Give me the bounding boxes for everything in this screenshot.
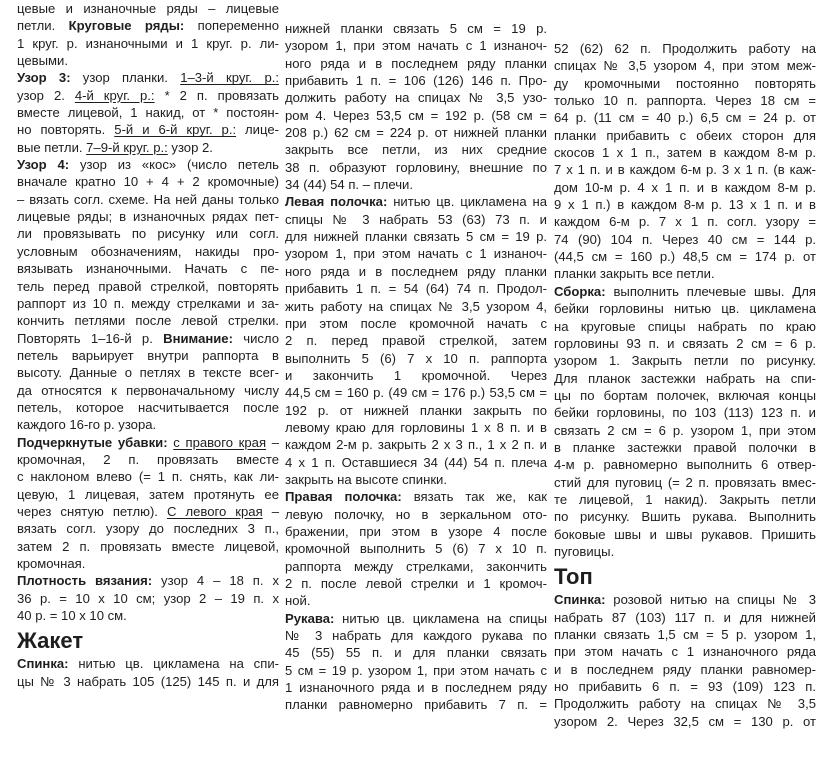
- paragraph: [17, 572, 279, 624]
- text-line: [285, 367, 547, 384]
- text-line: [17, 434, 279, 451]
- text-line: [285, 488, 547, 505]
- text-line: [17, 468, 279, 485]
- text-line: [17, 590, 279, 607]
- text-run: 2 п. перед правой стрелкой, затем: [285, 333, 547, 349]
- text-run: в планке застежки правой полочки в: [554, 439, 816, 455]
- text-line: [285, 402, 547, 419]
- text-run: жить работу на спицах № 3,5 узором 4,: [285, 298, 547, 314]
- underlined-term: 1–3-й круг. р.:: [180, 70, 279, 86]
- text-line: [17, 451, 279, 468]
- text-line: [554, 422, 816, 439]
- text-run: цевыми.: [17, 53, 68, 69]
- text-run: должить работу на спицах № 3,5 узо-: [285, 90, 547, 106]
- bold-term: Сборка:: [554, 283, 606, 299]
- text-run: число: [232, 330, 279, 346]
- text-run: раппорт из 10 п. между стрелками и за-: [17, 295, 279, 311]
- text-run: 208 р.) 62 см = 224 р. от нижней планки: [285, 125, 547, 141]
- text-run: цевую, 1 лицевая, затем протянуть ее: [17, 486, 279, 502]
- text-line: [285, 523, 547, 540]
- text-run: вязывать изнаночными. Начать с пе-: [17, 261, 279, 277]
- text-line: [554, 508, 816, 525]
- text-line: [554, 678, 816, 695]
- text-run: 36 р. = 10 х 10 см; узор 2 – 19 п. х: [17, 590, 279, 606]
- text-run: петель, которое насчитывается после: [17, 399, 279, 415]
- text-line: [17, 364, 279, 381]
- text-run: скосов 1 х 1 п., затем в каждом 8-м р.: [554, 145, 816, 161]
- text-line: [285, 558, 547, 575]
- text-line: [17, 295, 279, 312]
- text-line: [285, 211, 547, 228]
- text-line: [285, 20, 547, 37]
- text-line: [554, 144, 816, 161]
- text-run: но прибавить 6 п. = 93 (109) 123 п.: [554, 679, 816, 695]
- text-run: –: [266, 434, 280, 450]
- text-line: [285, 315, 547, 332]
- text-line: [17, 655, 279, 672]
- text-run: через снятую петлю).: [17, 503, 167, 519]
- text-line: [285, 644, 547, 661]
- text-run: узором 1, при этом начать с 1 изнаноч-: [285, 38, 547, 54]
- text-run: по рисунку. Вшить рукава. Выполнить: [554, 509, 816, 525]
- text-column-2: [285, 20, 547, 714]
- text-line: [554, 231, 816, 248]
- text-run: цевые и изнаночные ряды – лицевые: [17, 1, 279, 16]
- text-line: [17, 673, 279, 690]
- text-line: [554, 387, 816, 404]
- text-line: [285, 662, 547, 679]
- text-line: [554, 695, 816, 712]
- text-run: 38 п. образуют горловину, внешние по: [285, 159, 547, 175]
- text-line: [285, 471, 547, 488]
- text-run: 4 х 1 п. Оставшиеся 34 (44) 54 п. плеча: [285, 454, 547, 470]
- text-line: [554, 57, 816, 74]
- text-line: [285, 141, 547, 158]
- text-run: бражении, при этом в узоре 4 после: [285, 523, 547, 539]
- text-run: 9 х 1 п.) в каждом 8-м р. 13 х 1 п. и в: [554, 197, 816, 213]
- text-run: узором 1. Закрыть петли по рисунку.: [554, 353, 816, 369]
- text-run: нитью цв. цикламена на спи-: [68, 656, 279, 672]
- text-line: [285, 332, 547, 349]
- text-run: каждого 16-го р. узора.: [17, 417, 157, 433]
- underlined-term: 4-й круг. р.:: [74, 87, 155, 103]
- text-line: [285, 176, 547, 193]
- text-run: пуговицы.: [554, 543, 615, 559]
- paragraph: [17, 0, 279, 69]
- text-run: (44,5 см = 160 р.) 48,5 см = 174 р. от: [554, 249, 816, 265]
- bold-term: Спинка:: [17, 656, 69, 672]
- text-run: 192 р. от нижней планки закрыть по: [285, 402, 547, 418]
- text-line: [17, 191, 279, 208]
- text-run: но повторять.: [17, 122, 115, 138]
- underlined-term: С левого края: [166, 503, 263, 519]
- text-run: связать 2 см = 6 р. узором 1, при этом: [554, 422, 816, 438]
- text-run: закрыть все петли, из них средние: [285, 142, 547, 158]
- text-line: [554, 352, 816, 369]
- text-run: розовой нитью на спицы № 3: [605, 592, 816, 608]
- text-line: [17, 121, 279, 138]
- text-line: [554, 370, 816, 387]
- text-line: [17, 312, 279, 329]
- text-run: 40 р. = 10 х 10 см.: [17, 608, 127, 624]
- text-run: спицы № 3 набрать 53 (63) 73 п. и: [285, 211, 547, 227]
- text-line: [17, 260, 279, 277]
- text-line: [285, 298, 547, 315]
- text-line: [554, 543, 816, 560]
- bold-term: Внимание:: [163, 330, 233, 346]
- text-run: нитью цв. цикламена на спицы: [334, 610, 547, 626]
- text-line: [554, 626, 816, 643]
- text-run: левому краю для горловины 1 х 8 п. и в: [285, 419, 547, 435]
- text-run: да относятся к первоначальному числу: [17, 382, 279, 398]
- text-run: Продолжить работу на спицах № 3,5: [554, 696, 816, 712]
- text-run: вместе лицевой, 1 накид, от * постоян-: [17, 105, 279, 121]
- text-column-1: [17, 0, 279, 690]
- text-run: при этом начать с 1 изнаночного ряда: [554, 644, 816, 660]
- text-line: [285, 124, 547, 141]
- text-line: [17, 104, 279, 121]
- text-run: условным обозначениям, накиды про-: [17, 243, 279, 259]
- underlined-term: 5-й и 6-й круг. р.:: [114, 122, 237, 138]
- text-line: [17, 416, 279, 433]
- text-run: ного ряда и в последнем ряду планки: [285, 263, 547, 279]
- text-run: планки закрыть все петли.: [554, 266, 715, 282]
- text-line: [554, 526, 816, 543]
- underlined-term: 7–9-й круг. р.:: [86, 139, 168, 155]
- text-line: [17, 139, 279, 156]
- bold-term: Круговые ряды:: [68, 18, 185, 34]
- bold-term: Плотность вязания:: [17, 573, 153, 589]
- text-run: боковые швы и швы рукавов. Пришить: [554, 526, 816, 542]
- text-line: [285, 696, 547, 713]
- text-run: каждом 6-м р. 7 х 1 п. согл. узору =: [554, 214, 816, 230]
- text-line: [285, 228, 547, 245]
- text-run: петель варьирует внутри раппорта в: [17, 347, 279, 363]
- text-line: [17, 87, 279, 104]
- text-run: кромочной выполнить 5 (6) 7 х 10 п.: [285, 541, 547, 557]
- text-run: 4-м р. равномерно выполнить 6 отвер-: [554, 457, 816, 473]
- section-heading: Жакет: [17, 628, 84, 654]
- paragraph: [17, 434, 279, 573]
- text-line: [285, 575, 547, 592]
- paragraph: [17, 156, 279, 434]
- text-line: [17, 486, 279, 503]
- text-line: [285, 280, 547, 297]
- text-line: [17, 156, 279, 173]
- paragraph: [17, 69, 279, 156]
- bold-term: Подчеркнутые убавки:: [17, 434, 168, 450]
- text-run: только 10 п. раппорта. Через 18 см =: [554, 93, 816, 109]
- text-run: кончить петлями после левой стрелки.: [17, 313, 279, 329]
- text-run: цы по бортам полочек, включая концы: [554, 387, 816, 403]
- text-line: [17, 208, 279, 225]
- text-line: [17, 35, 279, 52]
- text-line: [17, 520, 279, 537]
- text-line: [17, 0, 279, 17]
- text-line: [554, 439, 816, 456]
- text-run: 74 (90) 104 п. Через 40 см = 144 р.: [554, 231, 816, 247]
- text-run: на круговые спицы набрать по краю: [554, 318, 816, 334]
- paragraph: [554, 283, 816, 561]
- text-line: [17, 330, 279, 347]
- text-run: и в последнем ряду планки равномер-: [554, 661, 816, 677]
- text-line: [554, 179, 816, 196]
- paragraph: [285, 488, 547, 609]
- text-run: вые петли.: [17, 139, 87, 155]
- text-line: [17, 382, 279, 399]
- text-run: и закончить 1 кромочной. Через: [285, 367, 547, 383]
- text-run: те лицевой, 1 накид). Закрыть петли: [554, 491, 816, 507]
- text-run: узором 2. Через 32,5 см = 130 р. от: [554, 713, 816, 729]
- text-run: раппорта между стрелками, закончить: [285, 558, 547, 574]
- text-run: 2 п. после левой стрелки и 1 кромоч-: [285, 576, 547, 591]
- text-line: [554, 196, 816, 213]
- text-run: нитью цв. цикламена на: [387, 194, 547, 210]
- bold-term: Узор 4:: [17, 157, 70, 173]
- text-line: [285, 384, 547, 401]
- text-run: ду кромочными постоянно повторять: [554, 75, 816, 91]
- text-line: [554, 213, 816, 230]
- text-line: [554, 335, 816, 352]
- text-run: узор 4 – 18 п. х: [152, 573, 279, 589]
- text-line: [554, 109, 816, 126]
- text-run: затем 2 п. провязать вместе лицевой,: [17, 538, 279, 554]
- text-run: лицевые ряды; в изнаночных рядах пет-: [17, 209, 279, 225]
- text-run: 44,5 см = 160 р. (49 см = 176 р.) 53,5 см =: [285, 385, 547, 401]
- text-line: [17, 52, 279, 69]
- text-run: узор 2.: [167, 139, 213, 155]
- text-run: каждом 2-м р. закрыть 2 х 3 п., 1 х 2 п. и: [285, 437, 547, 453]
- text-line: [554, 713, 816, 730]
- text-line: [554, 318, 816, 335]
- text-line: [17, 538, 279, 555]
- text-line: [554, 161, 816, 178]
- paragraph: [285, 610, 547, 714]
- text-run: выполнить плечевые швы. Для: [605, 283, 816, 299]
- text-run: 1 изнаночного ряда и в последнем ряду: [285, 680, 547, 696]
- text-line: [554, 283, 816, 300]
- paragraph: [17, 655, 279, 690]
- text-run: при этом после кромочной начать с: [285, 315, 547, 331]
- text-line: [17, 607, 279, 624]
- text-line: [554, 404, 816, 421]
- text-line: [285, 107, 547, 124]
- text-line: [17, 555, 279, 572]
- text-line: [285, 679, 547, 696]
- text-run: планки прибавить с обеих сторон для: [554, 127, 816, 143]
- text-run: бейки горловины нитью цв. цикламена: [554, 301, 816, 317]
- text-line: [285, 350, 547, 367]
- text-line: [554, 265, 816, 282]
- text-run: планки равномерно прибавить 7 п. =: [285, 697, 547, 713]
- section-heading: Топ: [554, 564, 593, 590]
- text-line: [554, 300, 816, 317]
- text-run: дом 10-м р. 4 х 1 п. и в каждом 8-м р.: [554, 179, 816, 195]
- text-line: [554, 40, 816, 57]
- underlined-term: с правого края: [173, 434, 267, 450]
- paragraph: [285, 20, 547, 193]
- text-run: * 2 п. провязать: [154, 87, 279, 103]
- text-line: [285, 610, 547, 627]
- text-line: [285, 540, 547, 557]
- text-line: [285, 436, 547, 453]
- text-run: ли провязывать по рисунку или согл.: [17, 226, 279, 242]
- text-run: вначале кратно 10 + 4 + 2 кромочные): [17, 174, 279, 190]
- text-line: [285, 592, 547, 609]
- text-run: тель перед правой стрелкой, повторять: [17, 278, 279, 294]
- text-line: [285, 72, 547, 89]
- bold-term: Рукава:: [285, 610, 335, 626]
- text-line: [554, 248, 816, 265]
- text-run: вязать согл. узору до последних 3 п.,: [17, 521, 279, 537]
- text-run: ром 4. Через 53,5 см = 192 р. (58 см =: [285, 107, 547, 123]
- text-line: [554, 127, 816, 144]
- text-line: [554, 661, 816, 678]
- text-line: [285, 159, 547, 176]
- text-run: вязать так же, как: [401, 489, 547, 505]
- text-line: [285, 506, 547, 523]
- text-line: [554, 75, 816, 92]
- text-run: узор 2.: [17, 87, 75, 103]
- text-run: выполнить 5 (6) 7 х 10 п. раппорта: [285, 350, 547, 366]
- text-line: [554, 643, 816, 660]
- text-line: [17, 278, 279, 295]
- text-run: левую полочку, но в зеркальном ото-: [285, 506, 547, 522]
- text-run: кромочная.: [17, 556, 86, 571]
- text-run: высоту. Данные о петлях в тексте всег-: [17, 365, 279, 381]
- text-line: [17, 243, 279, 260]
- text-line: [17, 17, 279, 34]
- text-run: –: [262, 503, 280, 519]
- text-run: ной.: [285, 593, 311, 609]
- text-line: [17, 347, 279, 364]
- text-column-3: [554, 40, 816, 730]
- text-run: 34 (44) 54 п. – плечи.: [285, 177, 413, 193]
- text-run: нижней планки связать 5 см = 19 р.: [285, 21, 547, 36]
- text-run: попеременно: [184, 18, 279, 34]
- text-line: [554, 609, 816, 626]
- text-run: – вязать согл. схеме. На ней даны только: [17, 191, 279, 207]
- text-line: [17, 572, 279, 589]
- text-line: [554, 491, 816, 508]
- bold-term: Правая полочка:: [285, 489, 402, 505]
- bold-term: Левая полочка:: [285, 194, 388, 210]
- paragraph: [285, 193, 547, 488]
- text-run: бейки горловины, по 103 (113) 123 п. и: [554, 405, 816, 421]
- text-run: спицах № 3,5 узором 4, при этом меж-: [554, 58, 816, 74]
- text-run: узором 1, при этом начать с 1 изнаноч-: [285, 246, 547, 262]
- text-line: [554, 456, 816, 473]
- text-run: 64 р. (11 см = 40 р.) 6,5 см = 24 р. от: [554, 110, 816, 126]
- text-run: ного ряда и в последнем ряду планки: [285, 55, 547, 71]
- text-run: узор из «кос» (число петель: [69, 157, 280, 173]
- text-run: петли.: [17, 18, 69, 34]
- text-run: цы № 3 набрать 105 (125) 145 п. и для: [17, 673, 279, 689]
- text-line: [285, 245, 547, 262]
- text-run: стий для пуговиц (= 2 п. провязать вмес-: [554, 474, 816, 490]
- text-line: [17, 503, 279, 520]
- text-line: [17, 69, 279, 86]
- text-run: кромочная, 2 п. провязать вместе: [17, 451, 279, 467]
- text-run: 7 х 1 п. и в каждом 6-м р. 3 х 1 п. (в каж-: [554, 162, 816, 178]
- bold-term: Спинка:: [554, 592, 606, 608]
- text-run: узор планки.: [70, 70, 181, 86]
- paragraph: [554, 591, 816, 730]
- text-run: набрать 87 (103) 117 п. и для нижней: [554, 609, 816, 625]
- text-run: прибавить 1 п. = 54 (64) 74 п. Продол-: [285, 281, 547, 297]
- text-run: 52 (62) 62 п. Продолжить работу на: [554, 41, 816, 56]
- text-line: [17, 399, 279, 416]
- text-run: Повторять 1–16-й р.: [17, 330, 164, 346]
- text-run: 45 (55) 55 п. и для планки связать: [285, 645, 547, 661]
- text-run: планки связать 1,5 см = 5 р. узором 1,: [554, 627, 816, 642]
- text-run: горловины 93 п. и связать 2 см = 6 р.: [554, 335, 816, 351]
- text-line: [285, 419, 547, 436]
- text-run: с наклоном влево (= 1 п. снять, как ли-: [17, 469, 279, 485]
- text-line: [285, 454, 547, 471]
- text-line: [17, 173, 279, 190]
- text-run: Для планок застежки набрать на спи-: [554, 370, 816, 386]
- text-run: лице-: [236, 122, 279, 138]
- text-run: прибавить 1 п. = 106 (126) 146 п. Про-: [285, 73, 547, 89]
- text-line: [554, 591, 816, 608]
- text-line: [285, 627, 547, 644]
- text-run: № 3 набрать для каждого рукава по: [285, 628, 547, 644]
- text-run: 5 см = 19 р. узором 1, при этом начать с: [285, 662, 547, 678]
- text-line: [285, 263, 547, 280]
- text-run: закрыть на высоте спинки.: [285, 471, 448, 487]
- text-run: для нижней планки связать 5 см = 19 р.: [285, 229, 547, 245]
- text-run: 1 круг. р. изнаночными и 1 круг. р. ли-: [17, 35, 279, 51]
- text-line: [554, 474, 816, 491]
- text-line: [285, 37, 547, 54]
- text-line: [285, 55, 547, 72]
- paragraph: [554, 40, 816, 283]
- text-line: [554, 92, 816, 109]
- bold-term: Узор 3:: [17, 70, 71, 86]
- text-line: [17, 225, 279, 242]
- text-line: [285, 89, 547, 106]
- text-line: [285, 193, 547, 210]
